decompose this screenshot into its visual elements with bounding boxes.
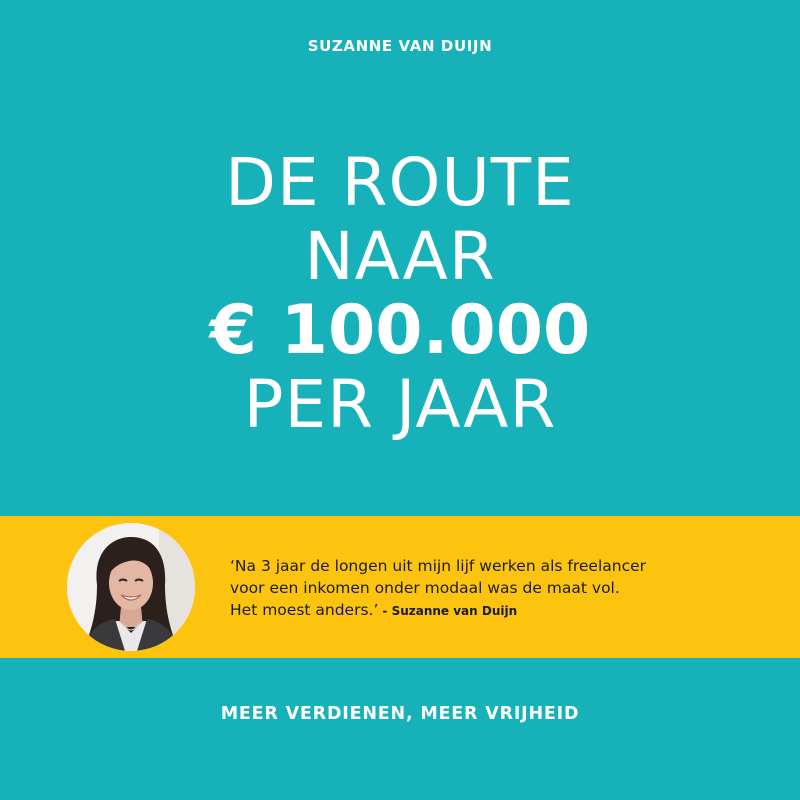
author-name: SUZANNE VAN DUIJN bbox=[307, 37, 493, 55]
title-amount: € 100.000 bbox=[209, 291, 591, 370]
author-photo bbox=[67, 523, 195, 651]
title-line-4: PER JAAR bbox=[243, 366, 557, 443]
book-title bbox=[0, 146, 800, 442]
author-portrait-icon bbox=[67, 523, 195, 651]
title-line-2: NAAR bbox=[304, 218, 496, 295]
quote-line-1: ‘Na 3 jaar de longen uit mijn lijf werken als freelancer bbox=[230, 557, 647, 575]
tagline: MEER VERDIENEN, MEER VRIJHEID bbox=[220, 704, 580, 724]
quote-attribution: - Suzanne van Duijn bbox=[382, 604, 518, 618]
quote-line-2: voor een inkomen onder modaal was de maat vol. bbox=[230, 579, 620, 597]
title-line-1: DE ROUTE bbox=[225, 144, 575, 221]
quote-line-3-text: Het moest anders.’ bbox=[230, 601, 379, 619]
testimonial-quote bbox=[230, 555, 770, 622]
quote-line-3 bbox=[230, 599, 770, 622]
